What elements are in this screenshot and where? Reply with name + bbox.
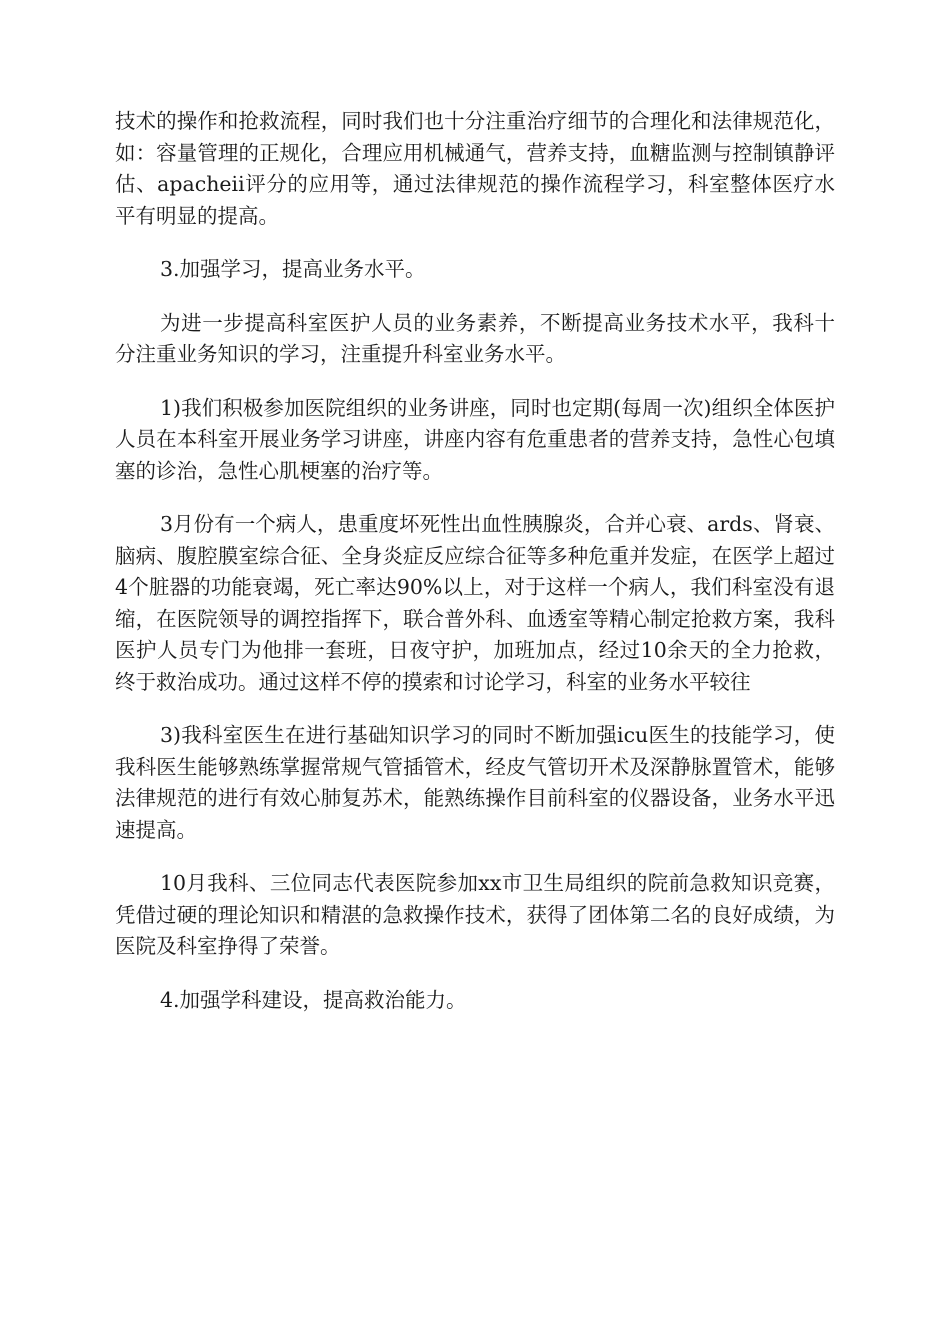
section-heading-3: 3.加强学习，提高业务水平。 [160,257,426,281]
paragraph-intro: 为进一步提高科室医护人员的业务素养，不断提高业务技术水平，我科十分注重业务知识的学习，注重提升科室业务水平。 [115,310,835,366]
paragraph-item-1: 1)我们积极参加医院组织的业务讲座，同时也定期(每周一次)组织全体医护人员在本科室开展业务学习讲座，讲座内容有危重患者的营养支持，急性心包填塞的诊治，急性心肌梗塞的治疗等。 [115,395,835,483]
paragraph-continuation: 技术的操作和抢救流程，同时我们也十分注重治疗细节的合理化和法律规范化，如：容量管理的正规化，合理应用机械通气，营养支持，血糖监测与控制镇静评估、apacheii评分的应用等，通过法律规范的操作流程学习，科室整体医疗水平有明显的提高。 [115,109,835,228]
section-heading-4: 4.加强学科建设，提高救治能力。 [160,987,467,1012]
paragraph-item-3: 3)我科室医生在进行基础知识学习的同时不断加强icu医生的技能学习，使我科医生能够熟练掌握常规气管插管术，经皮气管切开术及深静脉置管术，能够法律规范的进行有效心肺复苏术，能熟练操作目前科室的仪器设备，业务水平迅速提高。 [115,723,835,842]
paragraph-october-contest: 10月我科、三位同志代表医院参加xx市卫生局组织的院前急救知识竞赛，凭借过硬的理论知识和精湛的急救操作技术，获得了团体第二名的良好成绩，为医院及科室挣得了荣誉。 [115,871,835,958]
paragraph-case-march: 3月份有一个病人，患重度坏死性出血性胰腺炎，合并心衰、ards、肾衰、脑病、腹腔膜室综合征、全身炎症反应综合征等多种危重并发症，在医学上超过4个脏器的功能衰竭，死亡率达90%以上，对于这样一个病人，我们科室没有退缩，在医院领导的调控指挥下，联合普外科、血透室等精心制定抢救方案，我科医护人员专门为他排一套班，日夜守护，加班加点，经过10余天的全力抢救，终于救治成功。通过这样不停的摸索和讨论学习，科室的业务水平较往 [115,512,835,694]
document-body [115,106,835,1038]
